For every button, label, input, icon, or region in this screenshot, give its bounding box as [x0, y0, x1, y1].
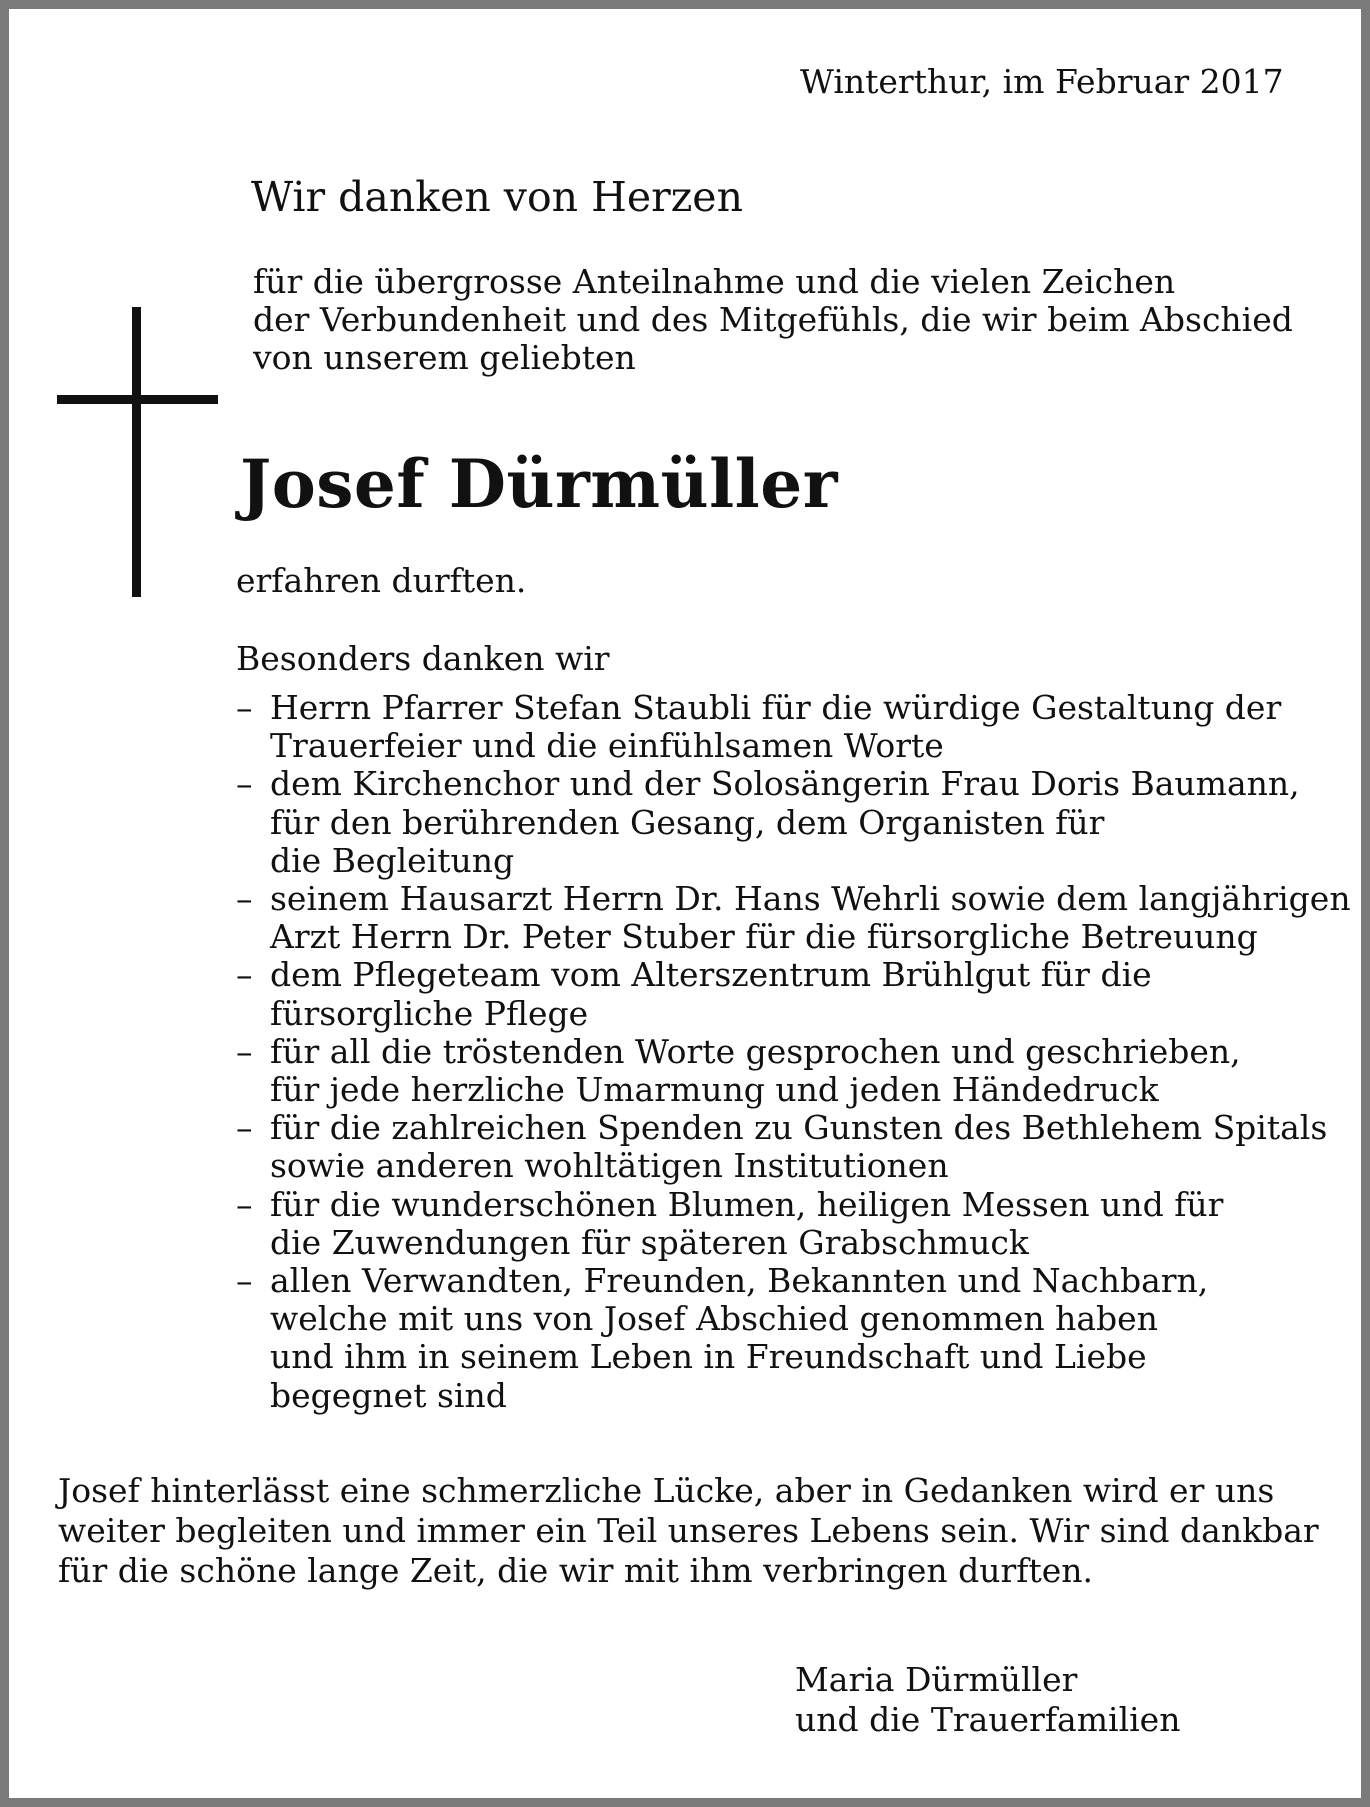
heading: Wir danken von Herzen — [251, 173, 743, 221]
thanks-item-line: die Begleitung — [270, 840, 515, 880]
thanks-item — [236, 1262, 1351, 1415]
date-line: Winterthur, im Februar 2017 — [800, 62, 1284, 101]
list-dash: – — [236, 1108, 253, 1148]
list-dash: – — [236, 1031, 253, 1071]
thanks-item-line: für die zahlreichen Spenden zu Gunsten des Bethlehem Spitals — [270, 1108, 1328, 1148]
thanks-item-line: sowie anderen wohltätigen Institutionen — [270, 1146, 949, 1186]
closing-line: weiter begleiten und immer ein Teil unseres Lebens sein. Wir sind dankbar — [58, 1511, 1319, 1550]
thanks-item-line: dem Pflegeteam vom Alterszentrum Brühlgut für die — [270, 955, 1152, 995]
thanks-item — [236, 765, 1351, 880]
cross-horizontal-bar — [57, 395, 218, 404]
thanks-item-line: fürsorgliche Pflege — [270, 993, 589, 1033]
list-dash: – — [236, 764, 253, 804]
intro-line: für die übergrosse Anteilnahme und die vielen Zeichen — [253, 262, 1176, 301]
closing-line: Josef hinterlässt eine schmerzliche Lücke, aber in Gedanken wird er uns — [58, 1471, 1275, 1510]
thanks-item-line: und ihm in seinem Leben in Freundschaft und Liebe — [270, 1337, 1147, 1377]
thanks-item-line: seinem Hausarzt Herrn Dr. Hans Wehrli sowie dem langjährigen — [270, 879, 1351, 919]
thanks-item-line: für den berührenden Gesang, dem Organisten für — [270, 802, 1105, 842]
thanks-item-line: die Zuwendungen für späteren Grabschmuck — [270, 1222, 1029, 1262]
signature-line: und die Trauerfamilien — [795, 1700, 1181, 1739]
thanks-item-line: für jede herzliche Umarmung und jeden Händedruck — [270, 1070, 1159, 1110]
thanks-item — [236, 689, 1351, 765]
deceased-name: Josef Dürmüller — [240, 445, 838, 523]
thanks-item-line: Herrn Pfarrer Stefan Staubli für die würdige Gestaltung der — [270, 688, 1282, 727]
thanks-item-line: welche mit uns von Josef Abschied genommen haben — [270, 1299, 1158, 1339]
thanks-item — [236, 1109, 1351, 1185]
thanks-item-line: für die wunderschönen Blumen, heiligen Messen und für — [270, 1184, 1224, 1224]
intro-text — [253, 263, 1293, 377]
list-dash: – — [236, 879, 253, 919]
thanks-item — [236, 1033, 1351, 1109]
thanks-list — [236, 689, 1351, 1415]
thanks-intro: Besonders danken wir — [236, 639, 610, 678]
signature — [795, 1660, 1180, 1740]
list-dash: – — [236, 955, 253, 995]
thanks-item-line: allen Verwandten, Freunden, Bekannten und Nachbarn, — [270, 1261, 1209, 1301]
list-dash: – — [236, 1184, 253, 1224]
list-dash: – — [236, 688, 253, 727]
thanks-item — [236, 1186, 1351, 1262]
thanks-item-line: begegnet sind — [270, 1375, 507, 1415]
cross-vertical-bar — [132, 307, 141, 597]
thanks-item-line: für all die tröstenden Worte gesprochen und geschrieben, — [270, 1031, 1241, 1071]
intro-line: von unserem geliebten — [253, 338, 636, 377]
closing-paragraph — [58, 1471, 1319, 1591]
closing-line: für die schöne lange Zeit, die wir mit ihm verbringen durften. — [58, 1551, 1094, 1590]
thanks-item — [236, 880, 1351, 956]
after-name-text: erfahren durften. — [236, 561, 527, 600]
thanks-item — [236, 956, 1351, 1032]
thanks-item-line: Trauerfeier und die einfühlsamen Worte — [270, 726, 944, 766]
thanks-item-line: dem Kirchenchor und der Solosängerin Frau Doris Baumann, — [270, 764, 1300, 804]
signature-line: Maria Dürmüller — [795, 1660, 1078, 1699]
list-dash: – — [236, 1261, 253, 1301]
thanks-item-line: Arzt Herrn Dr. Peter Stuber für die fürsorgliche Betreuung — [270, 917, 1258, 957]
intro-line: der Verbundenheit und des Mitgefühls, die wir beim Abschied — [253, 300, 1293, 339]
